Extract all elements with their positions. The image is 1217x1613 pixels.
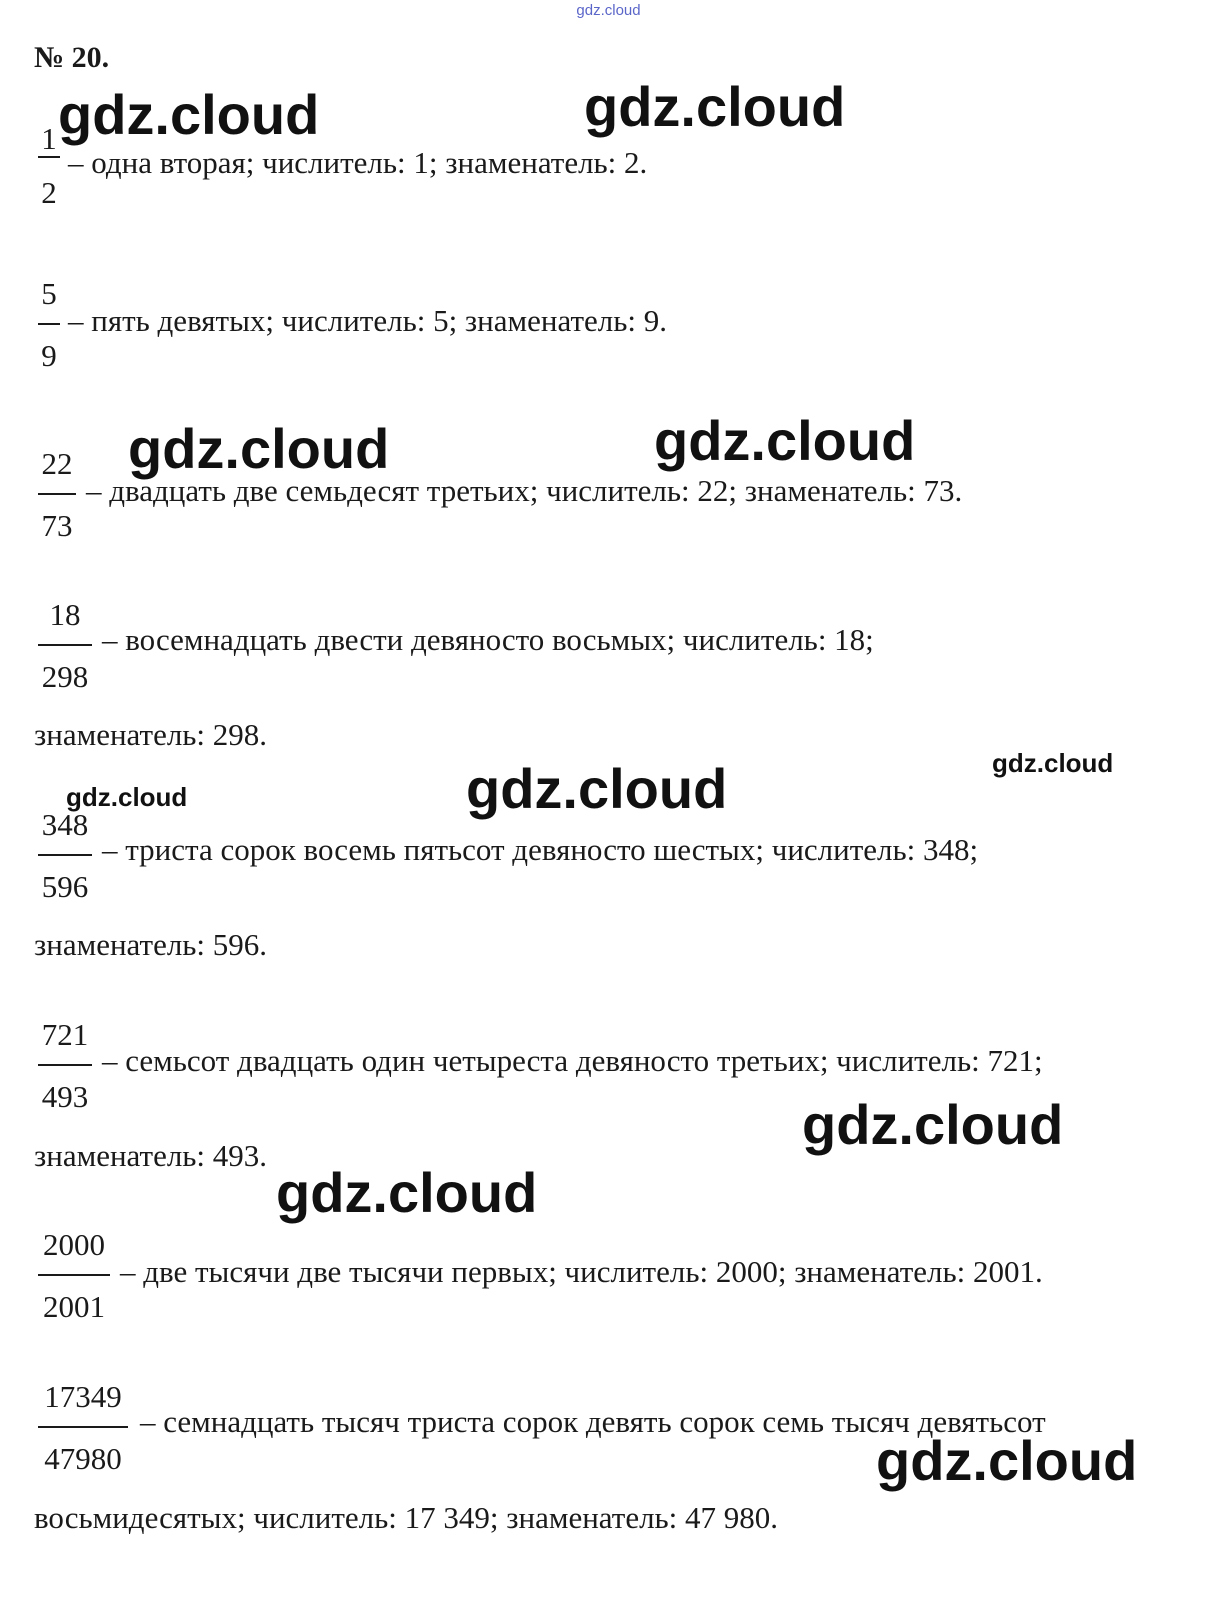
entry-text: – семьсот двадцать один четыреста девяносто третьих; числитель: 721;: [102, 1043, 1043, 1078]
fraction: [38, 598, 92, 694]
fraction: [38, 1018, 92, 1114]
fraction-bar: [38, 493, 76, 495]
entry-text: – восемнадцать двести девяносто восьмых; числитель: 18;: [102, 622, 874, 657]
watermark: gdz.cloud: [128, 417, 390, 480]
fraction-numerator: 5: [41, 276, 57, 311]
watermark: gdz.cloud: [466, 757, 728, 820]
fraction-denominator: 596: [41, 869, 89, 904]
fraction-bar: [38, 854, 92, 856]
watermark: gdz.cloud: [276, 1161, 538, 1224]
entry-text: – двадцать две семьдесят третьих; числитель: 22; знаменатель: 73.: [86, 473, 963, 508]
fraction-bar: [38, 156, 60, 158]
fraction-denominator: 493: [41, 1079, 89, 1114]
fraction-denominator: 47980: [44, 1441, 122, 1476]
fraction-denominator: 2001: [43, 1289, 105, 1324]
fraction-numerator: 17349: [44, 1379, 122, 1414]
entry-text: – триста сорок восемь пятьсот девяносто шестых; числитель: 348;: [102, 832, 979, 867]
watermark: gdz.cloud: [654, 409, 916, 472]
fraction: [38, 122, 60, 210]
fraction-bar: [38, 644, 92, 646]
fraction-numerator: 721: [41, 1017, 89, 1052]
watermark: gdz.cloud: [876, 1429, 1138, 1492]
fraction: [38, 277, 60, 373]
watermark: gdz.cloud: [992, 748, 1114, 778]
entry-continuation: восьмидесятых; числитель: 17 349; знаменатель: 47 980.: [34, 1500, 779, 1535]
fraction-numerator: 18: [49, 597, 81, 632]
watermark: gdz.cloud: [58, 83, 320, 146]
entry-text: – одна вторая; числитель: 1; знаменатель: 2.: [68, 145, 648, 180]
fraction-numerator: 348: [41, 807, 89, 842]
fraction: [38, 808, 92, 904]
watermark: gdz.cloud: [66, 782, 188, 812]
entry-continuation: знаменатель: 298.: [34, 717, 268, 752]
entry-text: – пять девятых; числитель: 5; знаменатель: 9.: [68, 303, 667, 338]
watermark: gdz.cloud: [584, 75, 846, 138]
fraction-denominator: 2: [41, 175, 57, 210]
fraction-denominator: 9: [41, 338, 57, 373]
fraction: [38, 1228, 110, 1324]
entry-text: – семнадцать тысяч триста сорок девять сорок семь тысяч девятьсот: [140, 1404, 1046, 1439]
entry-continuation: знаменатель: 596.: [34, 927, 268, 962]
fraction-bar: [38, 323, 60, 325]
entry-text: – две тысячи две тысячи первых; числитель: 2000; знаменатель: 2001.: [120, 1254, 1043, 1289]
fraction-numerator: 22: [41, 446, 73, 481]
fraction-numerator: 2000: [43, 1227, 105, 1262]
fraction-numerator: 1: [41, 121, 57, 156]
fraction-bar: [38, 1426, 128, 1428]
fraction: [38, 447, 76, 543]
exercise-title: № 20.: [34, 41, 110, 74]
header-watermark: gdz.cloud: [576, 2, 641, 19]
fraction-denominator: 298: [41, 659, 89, 694]
entry-continuation: знаменатель: 493.: [34, 1138, 268, 1173]
fraction-denominator: 73: [41, 508, 73, 543]
watermark: gdz.cloud: [802, 1093, 1064, 1156]
fraction: [38, 1380, 128, 1476]
fraction-bar: [38, 1274, 110, 1276]
fraction-bar: [38, 1064, 92, 1066]
